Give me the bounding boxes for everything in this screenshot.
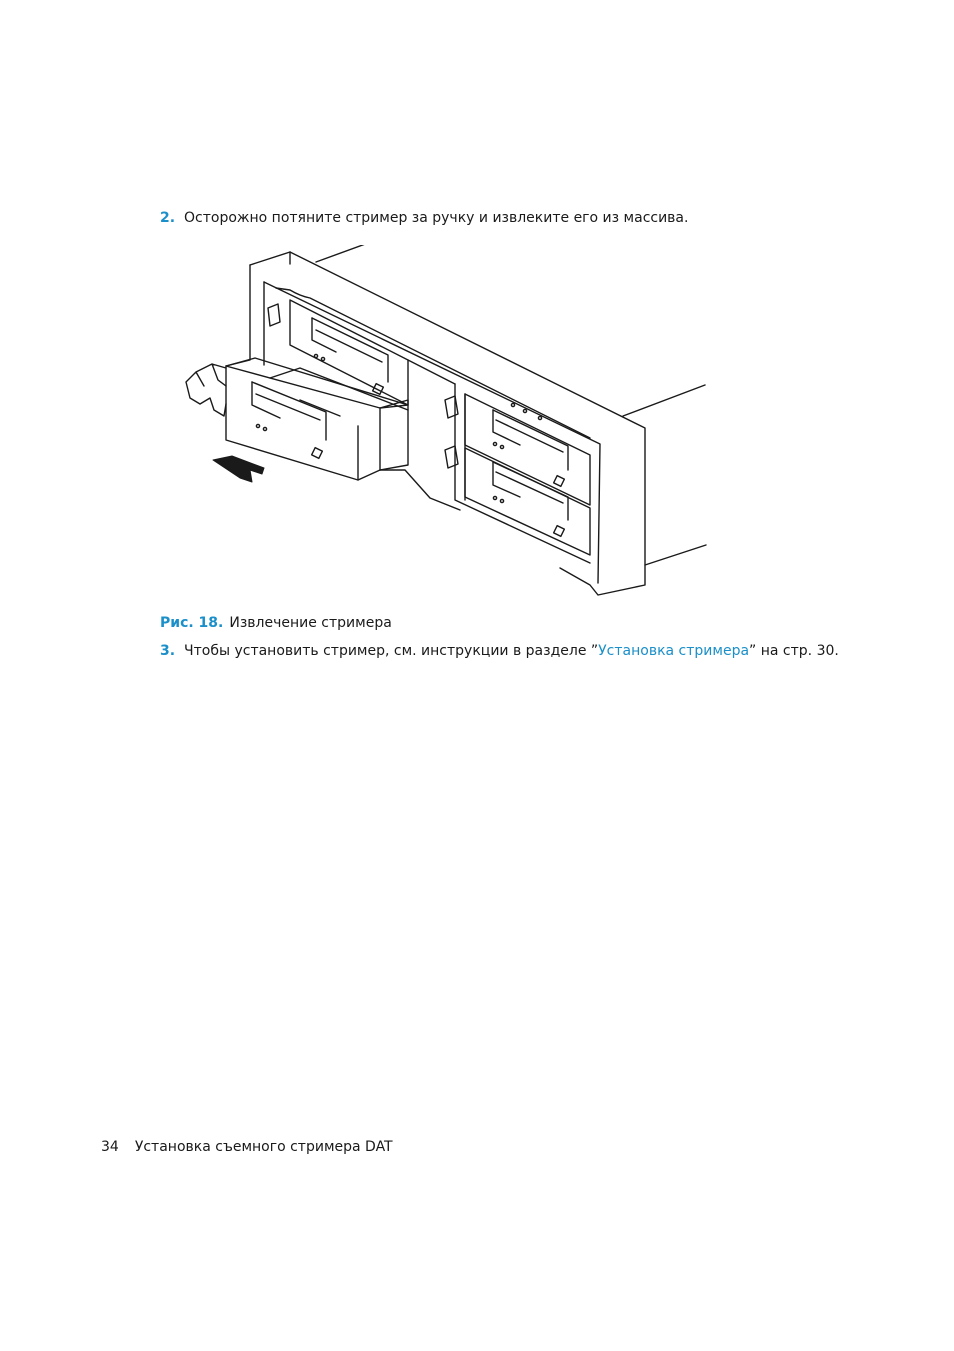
- right-lower-drive: [465, 448, 590, 555]
- section-link[interactable]: Установка стримера: [598, 643, 750, 659]
- right-upper-drive: [465, 394, 590, 505]
- page-number: 34: [101, 1139, 119, 1155]
- right-upper-latch: [445, 396, 458, 418]
- figure-label: Рис. 18.: [160, 615, 224, 631]
- figure-caption-text: Извлечение стримера: [229, 615, 392, 631]
- right-lower-latch: [445, 446, 458, 468]
- step-text: Осторожно потяните стример за ручку и извлеките его из массива.: [184, 210, 689, 226]
- step-number: 3.: [160, 643, 176, 659]
- tape-drive-removal-illustration: [170, 245, 720, 605]
- page-footer: [101, 1138, 393, 1156]
- upper-left-latch: [268, 304, 280, 326]
- upper-left-drive: [290, 300, 408, 405]
- step-text-before: Чтобы установить стример, см. инструкции в разделе ”: [184, 643, 599, 659]
- footer-title: Установка съемного стримера DAT: [134, 1139, 393, 1155]
- step-number: 2.: [160, 210, 176, 226]
- drive-handle: [186, 364, 226, 416]
- figure-caption: [160, 614, 392, 632]
- step-text-after: ” на стр. 30.: [749, 643, 839, 659]
- pull-direction-arrow: [213, 456, 264, 482]
- extracted-drive: [226, 358, 460, 510]
- step-3: [160, 642, 839, 660]
- step-2: [160, 209, 688, 227]
